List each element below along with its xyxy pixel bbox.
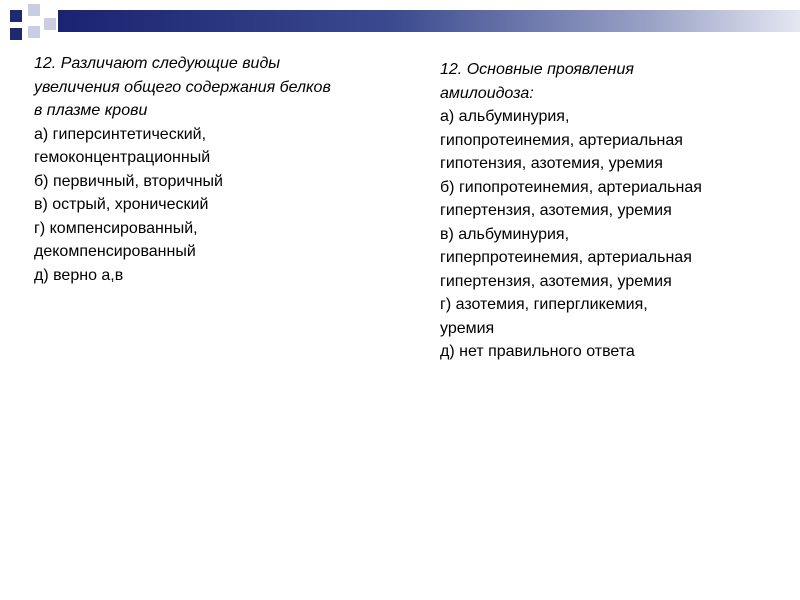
right-answer-line: б) гипопротеинемия, артериальная: [440, 178, 702, 196]
left-title-line: 12. Различают следующие виды: [34, 55, 281, 72]
right-answer-line: уремия: [440, 319, 495, 337]
right-answer-line: г) азотемия, гипергликемия,: [440, 296, 648, 313]
left-answer-line: б) первичный, вторичный: [34, 172, 223, 190]
right-answer-line: в) альбуминурия,: [440, 225, 570, 243]
right-question-title: [440, 58, 785, 105]
right-answer-line: а) альбуминурия,: [440, 108, 570, 125]
decor-square-3: [44, 18, 56, 30]
decor-square-4: [10, 28, 22, 40]
left-title-line: увеличения общего содержания белков: [34, 78, 331, 96]
right-answer-line: д) нет правильного ответа: [440, 343, 635, 360]
right-answer-line: гиперпротеинемия, артериальная: [440, 249, 692, 266]
right-answer-line: гипертензия, азотемия, уремия: [440, 272, 672, 290]
left-question-block: [34, 52, 419, 287]
decor-square-2: [28, 4, 40, 16]
right-title-line: амилоидоза:: [440, 84, 534, 102]
left-title-line: в плазме крови: [34, 102, 148, 119]
right-answer-line: гипотензия, азотемия, уремия: [440, 155, 663, 172]
right-title-line: 12. Основные проявления: [440, 61, 634, 78]
decor-square-1: [10, 10, 22, 22]
left-answer-list: [34, 123, 419, 288]
left-answer-line: а) гиперсинтетический,: [34, 125, 207, 143]
left-question-title: [34, 52, 419, 123]
right-answer-line: гипопротеинемия, артериальная: [440, 131, 683, 149]
right-answer-line: гипертензия, азотемия, уремия: [440, 202, 672, 219]
decor-square-5: [28, 26, 40, 38]
right-answer-list: [440, 105, 785, 364]
right-question-block: [440, 58, 785, 364]
left-answer-line: гемоконцентрационный: [34, 149, 211, 166]
left-answer-line: декомпенсированный: [34, 243, 196, 260]
left-answer-line: г) компенсированный,: [34, 219, 198, 237]
header-bar: [58, 10, 800, 32]
left-answer-line: в) острый, хронический: [34, 196, 209, 213]
left-answer-line: д) верно а,в: [34, 266, 124, 284]
